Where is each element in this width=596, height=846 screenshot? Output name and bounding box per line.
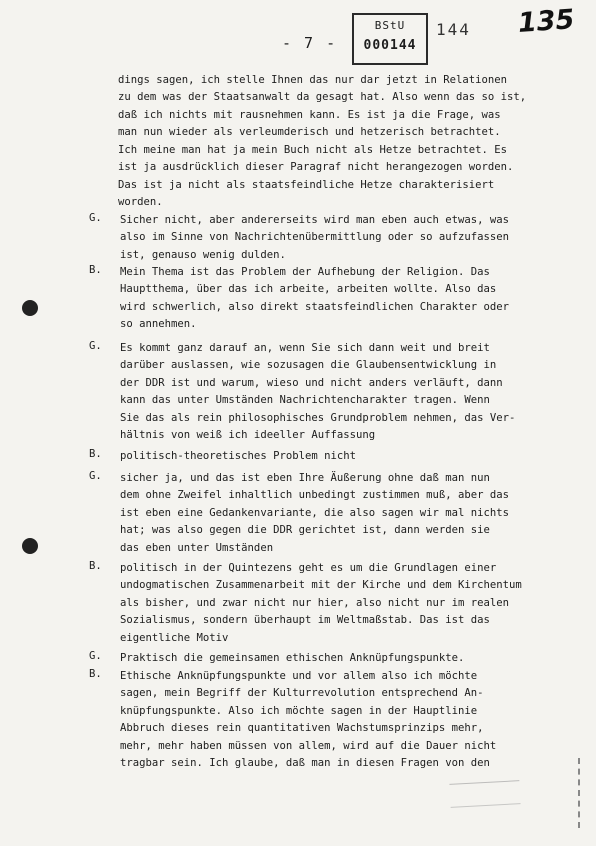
text-line: so annehmen. bbox=[120, 318, 197, 331]
text-line: also im Sinne von Nachrichtenübermittlung oder so aufzufassen bbox=[120, 231, 510, 244]
faint-marking bbox=[449, 780, 520, 808]
transcript-paragraph bbox=[90, 668, 530, 773]
stamp-label: BStU bbox=[374, 19, 406, 32]
text-line: dings sagen, ich stelle Ihnen das nur dar jetzt in Relationen bbox=[118, 74, 508, 86]
handwritten-page-number: 135 bbox=[516, 4, 576, 39]
transcript-paragraph bbox=[118, 72, 558, 212]
transcript-paragraph bbox=[90, 264, 530, 334]
text-line: als bisher, und zwar nicht nur hier, also nicht nur im realen bbox=[120, 596, 510, 609]
transcript-paragraph bbox=[90, 650, 530, 667]
text-line: knüpfungspunkte. Also ich möchte sagen in der Hauptlinie bbox=[120, 704, 478, 717]
text-line: zu dem was der Staatsanwalt da gesagt hat. Also wenn das so ist, bbox=[118, 91, 527, 104]
text-line: kann das unter Umständen Nachrichtencharakter tragen. Wenn bbox=[120, 394, 490, 407]
text-line: ist eben eine Gedankenvariante, die also sagen wir mal nichts bbox=[120, 506, 510, 519]
speaker-label: B. bbox=[89, 668, 102, 680]
text-line: Es kommt ganz darauf an, wenn Sie sich dann weit und breit bbox=[120, 342, 490, 354]
text-line: undogmatischen Zusammenarbeit mit der Kirche und dem Kirchentum bbox=[120, 579, 522, 592]
text-line: Sozialismus, sondern überhaupt im Weltmaßstab. Das ist das bbox=[120, 614, 490, 627]
speaker-label: B. bbox=[89, 448, 102, 460]
text-line: man nun wieder als verleumderisch und hetzerisch betrachtet. bbox=[118, 126, 501, 139]
speaker-label: G. bbox=[89, 212, 102, 224]
text-line: worden. bbox=[118, 196, 163, 209]
text-line: ist ja ausdrücklich dieser Paragraf nicht herangezogen worden. bbox=[118, 161, 514, 174]
text-line: Ethische Anknüpfungspunkte und vor allem also ich möchte bbox=[120, 670, 478, 682]
folio-number: 144 bbox=[436, 20, 471, 39]
text-line: hältnis von weiß ich ideeller Auffassung bbox=[120, 429, 376, 442]
speaker-label: B. bbox=[89, 264, 102, 276]
text-line: Das ist ja nicht als staatsfeindliche Hetze charakterisiert bbox=[118, 178, 495, 191]
speaker-label: G. bbox=[89, 470, 102, 482]
transcript-paragraph bbox=[90, 470, 530, 557]
text-line: daß ich nichts mit rausnehmen kann. Es ist ja die Frage, was bbox=[118, 108, 501, 121]
text-line: Ich meine man hat ja mein Buch nicht als Hetze betrachtet. Es bbox=[118, 143, 508, 156]
text-line: Sicher nicht, aber andererseits wird man eben auch etwas, was bbox=[120, 214, 510, 226]
archive-stamp bbox=[352, 13, 428, 65]
text-line: das eben unter Umständen bbox=[120, 541, 274, 554]
margin-mark bbox=[578, 758, 584, 828]
text-line: politisch-theoretisches Problem nicht bbox=[120, 450, 356, 462]
punch-hole-bottom bbox=[22, 538, 38, 554]
transcript-paragraph bbox=[90, 212, 530, 264]
text-line: hat; was also gegen die DDR gerichtet ist, dann werden sie bbox=[120, 524, 490, 537]
text-line: darüber auslassen, wie sozusagen die Glaubensentwicklung in bbox=[120, 359, 497, 372]
speaker-label: B. bbox=[89, 560, 102, 572]
text-line: politisch in der Quintezens geht es um die Grundlagen einer bbox=[120, 562, 497, 574]
speaker-label: G. bbox=[89, 340, 102, 352]
text-line: mehr, mehr haben müssen von allem, wird auf die Dauer nicht bbox=[120, 739, 497, 752]
text-line: dem ohne Zweifel inhaltlich unbedingt zustimmen muß, aber das bbox=[120, 489, 510, 502]
transcript-paragraph bbox=[90, 560, 530, 647]
text-line: wird schwerlich, also direkt staatsfeindlichen Charakter oder bbox=[120, 300, 510, 313]
text-line: sagen, mein Begriff der Kulturrevolution entsprechend An- bbox=[120, 687, 484, 700]
text-line: tragbar sein. Ich glaube, daß man in diesen Fragen von den bbox=[120, 757, 490, 770]
transcript-paragraph bbox=[90, 448, 530, 465]
text-line: Praktisch die gemeinsamen ethischen Anknüpfungspunkte. bbox=[120, 652, 465, 664]
text-line: Sie das als rein philosophisches Grundproblem nehmen, das Ver- bbox=[120, 411, 516, 424]
page-number: - 7 - bbox=[282, 34, 338, 52]
text-line: Mein Thema ist das Problem der Aufhebung der Religion. Das bbox=[120, 266, 490, 278]
punch-hole-top bbox=[22, 300, 38, 316]
stamp-number: 000144 bbox=[363, 38, 417, 53]
speaker-label: G. bbox=[89, 650, 102, 662]
text-line: Abbruch dieses rein quantitativen Wachstumsprinzips mehr, bbox=[120, 722, 484, 735]
transcript-paragraph bbox=[90, 340, 530, 445]
text-line: ist, genauso wenig dulden. bbox=[120, 248, 286, 261]
text-line: eigentliche Motiv bbox=[120, 631, 229, 644]
text-line: der DDR ist und warum, wieso und nicht anders verläuft, dann bbox=[120, 376, 503, 389]
text-line: Hauptthema, über das ich arbeite, arbeiten wollte. Also das bbox=[120, 283, 497, 296]
text-line: sicher ja, und das ist eben Ihre Äußerung ohne daß man nun bbox=[120, 472, 490, 484]
